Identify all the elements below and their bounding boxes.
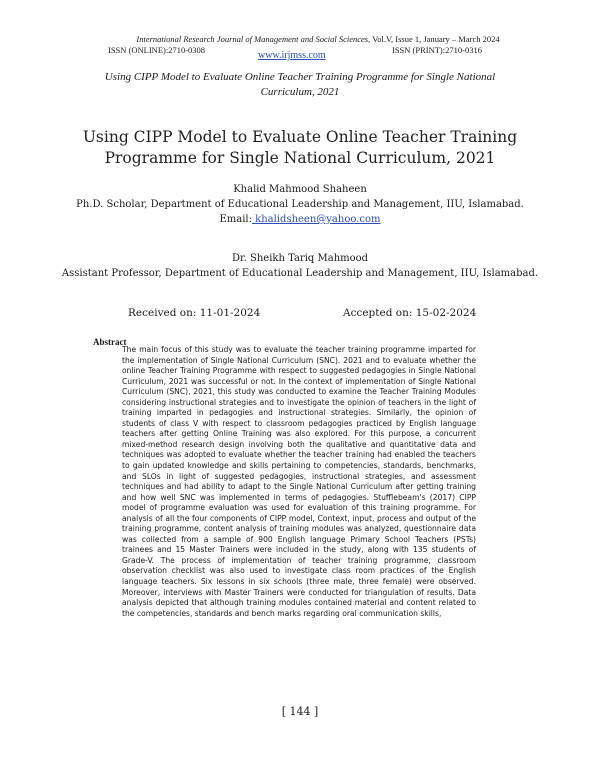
paper-title: Using CIPP Model to Evaluate Online Teacher Training Programme for Single National Curriculum, 2021 xyxy=(82,128,518,167)
author-1-name: Khalid Mahmood Shaheen xyxy=(233,184,367,195)
issn-print: ISSN (PRINT):2710-0316 xyxy=(392,45,482,55)
author-2-affiliation: Assistant Professor, Department of Educational Leadership and Management, IIU, Islamabad. xyxy=(61,268,539,279)
author-1-block xyxy=(60,182,540,227)
journal-name: International Research Journal of Management and Social Sciences xyxy=(136,34,369,44)
journal-url-link[interactable]: www.irjmss.com xyxy=(258,50,326,61)
email-label: Email: xyxy=(219,214,252,225)
author-1-affiliation: Ph.D. Scholar, Department of Educational Leadership and Management, IIU, Islamabad. xyxy=(76,199,524,210)
author-1-email-line xyxy=(60,212,540,227)
author-1-email-link[interactable]: khalidsheen@yahoo.com xyxy=(252,214,381,225)
received-date: Received on: 11-01-2024 xyxy=(128,307,261,319)
abstract-heading: Abstract xyxy=(93,337,127,347)
running-title: Using CIPP Model to Evaluate Online Teacher Training Programme for Single National Curriculum, 2021 xyxy=(104,71,496,98)
abstract-text: The main focus of this study was to evaluate the teacher training programme imparted for the implementation of Single National Curriculum (SNC). 2021 and to evaluate whether the online Teacher Training Programme with respect to suggested pedagogies in Single National Curriculum, 2021 was successful or not. In the context of implementation of Single National Curriculum (SNC), 2021, this study was conducted to examine the Teacher Training Modules considering instructional strategies and to investigate the opinion of teachers in the light of training imparted in pedagogies and instructional strategies. Similarly, the opinion of students of class V with respect to classroom pedagogies practiced by English language teachers after getting Online Training was also explored. For this purpose, a concurrent mixed-method research design involving both the qualitative and quantitative data and techniques was adopted to evaluate whether the teacher training had enabled the teachers to gain updated knowledge and skills pertaining to competencies, standards, benchmarks, and SLOs in light of suggested pedagogies, instructional strategies, and assessment techniques and had ability to adapt to the Single National Curriculum after getting training and how well SNC was implemented in terms of pedagogies. Stufflebeam's (2017) CIPP model of programme evaluation was used for evaluation of this training programme. For analysis of all the four components of CIPP model, Context, input, process and output of the training programme, content analysis of training modules was analyzed, questionnaire data was collected from a sample of 900 English language Primary School Teachers (PSTs) trainees and 15 Master Trainers were included in the study, along with 135 students of Grade-V. The process of implementation of teacher training programme, classroom observation checklist was also used to investigate class room practices of the English language teachers. Six lessons in six schools (three male, three female) were observed. Moreover, interviews with Master Trainers were conducted for triangulation of results. Data analysis depicted that although training modules contained material and content related to the competencies, standards and bench marks regarding oral communication skills, xyxy=(122,345,476,618)
journal-header xyxy=(18,34,600,45)
author-2-name: Dr. Sheikh Tariq Mahmood xyxy=(231,253,369,264)
author-2-block xyxy=(60,251,540,281)
page-number: [ 144 ] xyxy=(281,705,319,718)
issn-online: ISSN (ONLINE):2710-0308 xyxy=(108,45,206,55)
journal-issue: , Vol.V, Issue 1, January – March 2024 xyxy=(368,34,500,44)
accepted-date: Accepted on: 15-02-2024 xyxy=(343,307,477,319)
